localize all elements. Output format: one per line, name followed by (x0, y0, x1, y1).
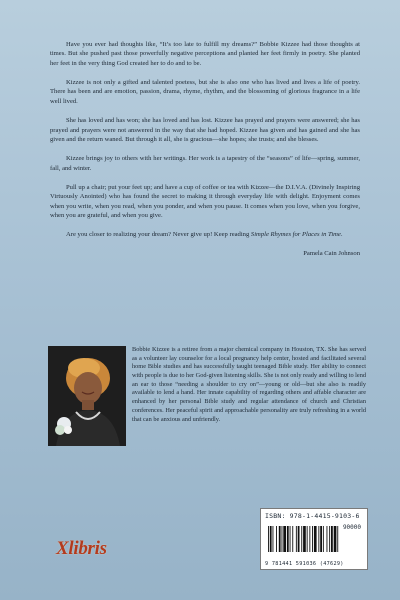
publisher-logo: Xlibris (56, 538, 107, 559)
barcode-panel (260, 508, 368, 570)
foreword-paragraph-5: Pull up a chair; put your feet up; and have a cup of coffee or tea with Kizzee—the D.I.V.A. (Divinely Inspiring Virtuously Anointed) who has found the secret to making it through everyday life with delight. Enjoyment comes when you write, when you read, when you ponder, and when you pause. It comes when you love, when you forgive, when you are grateful, and when you give. (50, 183, 360, 220)
foreword-paragraph-3: She has loved and has won; she has loved and has lost. Kizzee has prayed and prayers were answered; she has prayed and prayers were not answered in the way that she had hoped. Kizzee has given and has gained and she has given and the return waned. But through it all, she is gracious—she hopes; she trusts; and she blesses. (50, 117, 360, 143)
barcode-bar (301, 526, 302, 552)
closing-lead: Are you closer to realizing your dream? Never give up! Keep reading (66, 231, 251, 239)
price-code: 90000 (342, 524, 361, 531)
barcode-bar (273, 526, 274, 552)
author-section (48, 346, 368, 516)
foreword-paragraph-2: Kizzee is not only a gifted and talented poetess, but she is also one who has lived and lives a life of poetry. There has been and are emotion, passion, drama, rhyme, rhythm, and the blossoming of glorious fragrance in a life well lived. (50, 79, 360, 105)
foreword-signature: Pamela Cain Johnson (303, 249, 360, 257)
barcode-bar (270, 526, 272, 552)
barcode-bar (327, 526, 328, 552)
barcode-bar (298, 526, 300, 552)
closing-end: . (340, 231, 343, 239)
barcode-bar (314, 526, 317, 552)
foreword-section (50, 40, 360, 257)
foreword-paragraph-4: Kizzee brings joy to others with her writings. Her work is a tapestry of the “seasons” of life—spring, summer, fall, and winter. (50, 155, 360, 172)
barcode-bar (276, 526, 277, 552)
barcode-bar (292, 526, 293, 552)
barcode-bar (296, 526, 297, 552)
book-title: Simple Rhymes for Places in Time (250, 231, 341, 239)
barcode-bar (282, 526, 283, 552)
isbn-label: ISBN: 978-1-4415-9103-6 (265, 512, 360, 520)
barcode-number: 9 781441 591036 (47629) (265, 561, 344, 567)
barcode-bar (283, 526, 286, 552)
barcode-bar (312, 526, 313, 552)
barcode-bar (323, 526, 324, 552)
barcode-bar (320, 526, 322, 552)
barcode-bar (318, 526, 319, 552)
barcode-bar (290, 526, 291, 552)
author-portrait-image (48, 346, 126, 446)
barcode-bar (303, 526, 306, 552)
foreword-paragraph-1: Have you ever had thoughts like, “It’s too late to fulfill my dreams?” Bobbie Kizzee had those thoughts at times. But she pushed past those powerfully negative perceptions and planted her feet firmly in poetry. She planted her feet in the very thing God created her to do and to be. (50, 41, 360, 67)
barcode-bar (279, 526, 281, 552)
barcode-bar (334, 526, 337, 552)
barcode-bar (309, 526, 310, 552)
barcode-image (267, 522, 363, 558)
author-bio: Bobbie Kizzee is a retiree from a major chemical company in Houston, TX. She has served as a volunteer lay counselor for a local pregnancy help center, hosted and facilitated several home Bible studies and has successfully taught teenaged Bible study. Her ability to connect with people is due to her God-given listening skills. She is not only ready and willing to lend an ear to those “needing a shoulder to cry on”—young or old—but she also is readily available to lend a hand. Her innate capability of regarding others and affable character are enhanced by her personal Bible study and regular attendance of church and Christian conferences. Her peaceful spirit and approachable personality are truly refreshing in a world that can be anxious and unfriendly. (132, 346, 367, 423)
barcode-bar (329, 526, 330, 552)
author-photo (48, 346, 126, 446)
barcode-bar (307, 526, 308, 552)
barcode-bar (337, 526, 338, 552)
barcode-bar (268, 526, 269, 552)
barcode-bar (287, 526, 289, 552)
foreword-paragraph-6 (50, 230, 360, 239)
barcode-bar (331, 526, 333, 552)
